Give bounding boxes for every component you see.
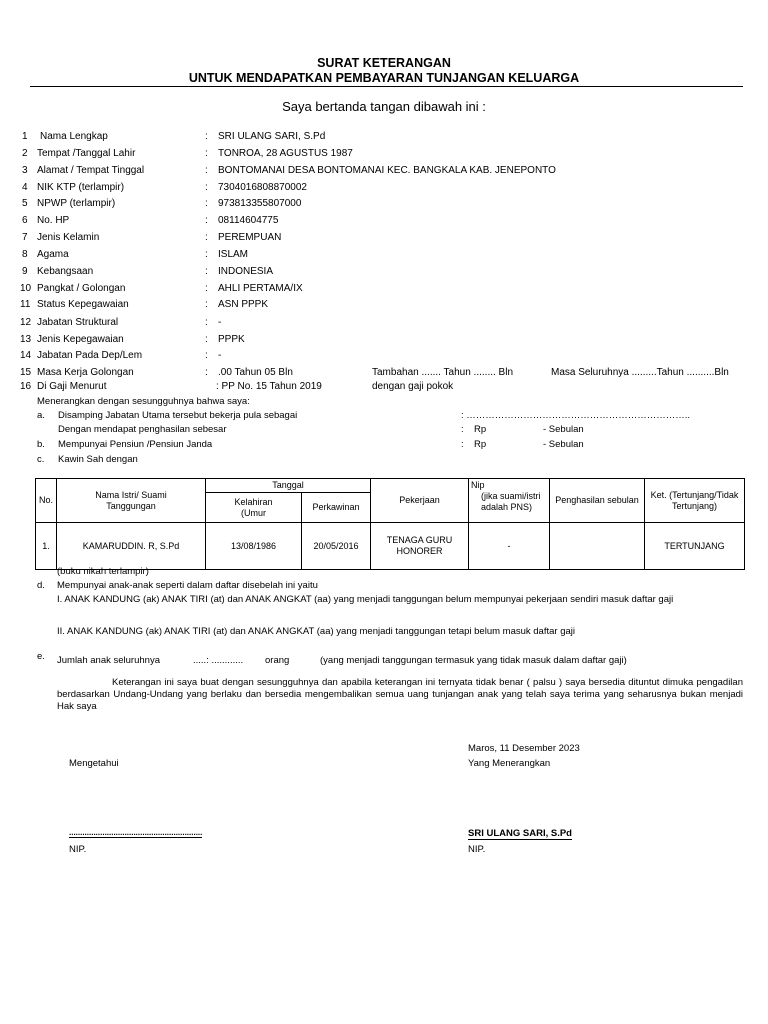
spouse-table	[35, 478, 745, 570]
field-row	[0, 266, 768, 282]
header-umur-label: (Umur	[241, 507, 266, 518]
section-e-label: Jumlah anak seluruhnya	[57, 655, 160, 666]
item-a2-sebulan: - Sebulan	[543, 424, 584, 435]
header-penghasilan: Penghasilan sebulan	[550, 479, 645, 523]
right-nip: NIP.	[468, 844, 486, 855]
cell-perkawinan: 20/05/2016	[302, 523, 371, 570]
document-title: SURAT KETERANGAN	[317, 56, 451, 70]
field-number: 1	[22, 131, 28, 142]
field-colon: :	[205, 334, 208, 345]
field-number: 15	[20, 367, 32, 378]
field-number: 8	[22, 249, 28, 260]
field-value: .00 Tahun 05 Bln	[218, 367, 293, 378]
field-number: 13	[20, 334, 32, 345]
header-ket: Ket. (Tertunjang/Tidak Tertunjang)	[645, 479, 745, 523]
field-label: Status Kepegawaian	[37, 299, 129, 310]
field-value: BONTOMANAI DESA BONTOMANAI KEC. BANGKALA KAB. JENEPONTO	[218, 165, 556, 176]
field-label: Tempat /Tanggal Lahir	[37, 148, 136, 159]
field-colon: :	[205, 350, 208, 361]
field-colon: :	[205, 249, 208, 260]
field-colon: :	[205, 299, 208, 310]
field-label: Jabatan Pada Dep/Lem	[37, 350, 143, 361]
field-colon: :	[205, 182, 208, 193]
header-perkawinan: Perkawinan	[302, 493, 371, 523]
item-a-text: Disamping Jabatan Utama tersebut bekerja pula sebagai	[58, 410, 298, 421]
item-a2-rp: Rp	[474, 424, 487, 435]
right-signatory-name: SRI ULANG SARI, S.Pd	[468, 828, 572, 839]
field-number: 12	[20, 317, 32, 328]
field-label: No. HP	[37, 215, 70, 226]
header-no: No.	[36, 479, 57, 523]
field-label: Di Gaji Menurut	[37, 381, 107, 392]
item-b-rp: Rp	[474, 439, 487, 450]
field-number: 5	[22, 198, 28, 209]
field-number: 9	[22, 266, 28, 277]
field-label: Kebangsaan	[37, 266, 94, 277]
field-label: Jenis Kepegawaian	[37, 334, 124, 345]
section-d-item-1: I. ANAK KANDUNG (ak) ANAK TIRI (at) dan ANAK ANGKAT (aa) yang menjadi tanggungan belum mempunyai pekerjaan sendiri masuk daftar gaji	[57, 594, 674, 605]
field-row	[0, 182, 768, 198]
document-subtitle: UNTUK MENDAPATKAN PEMBAYARAN TUNJANGAN KELUARGA	[188, 71, 580, 85]
field-row	[0, 165, 768, 181]
field-number: 7	[22, 232, 28, 243]
section-e-letter: e.	[37, 651, 45, 662]
place-date: Maros, 11 Desember 2023	[468, 743, 580, 754]
field-label: Pangkat / Golongan	[37, 283, 126, 294]
field-value: -	[218, 350, 222, 361]
item-b-letter: b.	[37, 439, 45, 450]
field-number: 10	[20, 283, 32, 294]
mengetahui-label: Mengetahui	[69, 758, 119, 769]
cell-penghasilan	[550, 523, 645, 570]
item-c-letter: c.	[37, 454, 45, 465]
cell-pekerjaan: TENAGA GURU HONORER	[371, 523, 469, 570]
item-b-colon: :	[461, 439, 464, 450]
field-colon: :	[205, 148, 208, 159]
header-kelahiran	[206, 493, 302, 523]
field-value: 973813355807000	[218, 198, 302, 209]
field-value: INDONESIA	[218, 266, 274, 277]
item-a-letter: a.	[37, 410, 45, 421]
field-value: : PP No. 15 Tahun 2019	[216, 381, 322, 392]
section-d-text: Mempunyai anak-anak seperti dalam daftar disebelah ini yaitu	[57, 580, 318, 591]
gaji-pokok-label: dengan gaji pokok	[372, 381, 454, 392]
header-tanggal: Tanggal	[206, 479, 371, 493]
section-e-orang: orang	[265, 655, 290, 666]
field-label: Nama Lengkap	[40, 131, 108, 142]
field-colon: :	[205, 266, 208, 277]
field-label: Jabatan Struktural	[37, 317, 119, 328]
field-number: 14	[20, 350, 32, 361]
field-row	[0, 299, 768, 315]
field-colon: :	[205, 232, 208, 243]
field-row	[0, 249, 768, 265]
field-label: Jenis Kelamin	[37, 232, 100, 243]
field-value: ISLAM	[218, 249, 249, 260]
field-colon: :	[205, 215, 208, 226]
statement-paragraph: Keterangan ini saya buat dengan sesungguhnya dan apabila keterangan ini ternyata tidak benar ( palsu ) saya bersedia dituntut dimuka pengadilan berdasarkan Undang-Undang yang berlaku dan bersedia mengembalikan semua uang tunjangan anak yang telah saya terima yang seharusnya bukan menjadi Hak saya	[57, 677, 743, 712]
header-kelahiran-label: Kelahiran	[234, 496, 273, 507]
field-row	[0, 317, 768, 333]
field-colon: :	[205, 283, 208, 294]
field-row	[0, 198, 768, 214]
left-signatory-name: ............................................................	[69, 828, 203, 837]
cell-ket: TERTUNJANG	[645, 523, 745, 570]
field-colon: :	[205, 198, 208, 209]
field-label: Masa Kerja Golongan	[37, 367, 134, 378]
field-number: 2	[22, 148, 28, 159]
cell-nip: -	[469, 523, 550, 570]
field-value: -	[218, 317, 222, 328]
menerangkan-label: Yang Menerangkan	[468, 758, 551, 769]
header-nip-note: (jika suami/istri adalah PNS)	[481, 491, 541, 512]
field-row	[0, 131, 768, 147]
field-number: 3	[22, 165, 28, 176]
field-row	[0, 148, 768, 164]
field-colon: :	[205, 131, 208, 142]
field-value: 08114604775	[218, 215, 279, 226]
field-colon: :	[205, 367, 208, 378]
header-nip-label: Nip	[471, 480, 485, 490]
field-value: PEREMPUAN	[218, 232, 282, 243]
masa-kerja-seluruhnya: Masa Seluruhnya .........Tahun ..........Bln	[551, 367, 729, 378]
table-row	[36, 523, 745, 570]
field-row	[0, 283, 768, 299]
left-nip: NIP.	[69, 844, 87, 855]
field-label: Agama	[37, 249, 69, 260]
field-number: 4	[22, 182, 28, 193]
item-c-text: Kawin Sah dengan	[58, 454, 138, 465]
masa-kerja-tambahan: Tambahan ....... Tahun ........ Bln	[372, 367, 514, 378]
field-row	[0, 215, 768, 231]
item-a2-colon: :	[461, 424, 464, 435]
field-colon: :	[205, 317, 208, 328]
field-number: 11	[20, 299, 31, 310]
field-row-gaji	[0, 381, 768, 397]
field-value: PPPK	[218, 334, 245, 345]
header-nip	[469, 479, 550, 523]
field-value: SRI ULANG SARI, S.Pd	[218, 131, 326, 142]
field-value: ASN PPPK	[218, 299, 269, 310]
field-colon: :	[205, 165, 208, 176]
field-row	[0, 232, 768, 248]
declaration-intro: Menerangkan dengan sesungguhnya bahwa saya:	[37, 396, 250, 407]
section-d-letter: d.	[37, 580, 45, 591]
field-row	[0, 334, 768, 350]
field-value: AHLI PERTAMA/IX	[218, 283, 303, 294]
field-label: Alamat / Tempat Tinggal	[37, 165, 145, 176]
item-b-text: Mempunyai Pensiun /Pensiun Janda	[58, 439, 213, 450]
table-header-row	[36, 479, 745, 493]
field-number: 6	[22, 215, 28, 226]
section-e-note: (yang menjadi tanggungan termasuk yang tidak masuk dalam daftar gaji)	[320, 655, 627, 666]
item-b-sebulan: - Sebulan	[543, 439, 584, 450]
header-pekerjaan: Pekerjaan	[371, 479, 469, 523]
title-underline	[30, 86, 743, 87]
field-value: 7304016808870002	[218, 182, 307, 193]
field-value: TONROA, 28 AGUSTUS 1987	[218, 148, 353, 159]
cell-kelahiran: 13/08/1986	[206, 523, 302, 570]
field-number: 16	[20, 381, 32, 392]
section-e-dots: .....: ............	[193, 655, 244, 666]
section-d-item-2: II. ANAK KANDUNG (ak) ANAK TIRI (at) dan ANAK ANGKAT (aa) yang menjadi tanggungan tetapi belum masuk daftar gaji	[57, 626, 575, 637]
field-row	[0, 350, 768, 366]
intro-text: Saya bertanda tangan dibawah ini :	[282, 99, 486, 114]
item-a2-text: Dengan mendapat penghasilan sebesar	[58, 424, 227, 435]
cell-no: 1.	[36, 523, 57, 570]
cell-nama: KAMARUDDIN. R, S.Pd	[57, 523, 206, 570]
header-nama: Nama Istri/ Suami Tanggungan	[57, 479, 206, 523]
field-label: NIK KTP (terlampir)	[37, 182, 125, 193]
item-a-value: : ……………………………………………………………..	[461, 410, 691, 421]
field-label: NPWP (terlampir)	[37, 198, 116, 209]
table-note: (buku nikah terlampir)	[57, 566, 149, 577]
